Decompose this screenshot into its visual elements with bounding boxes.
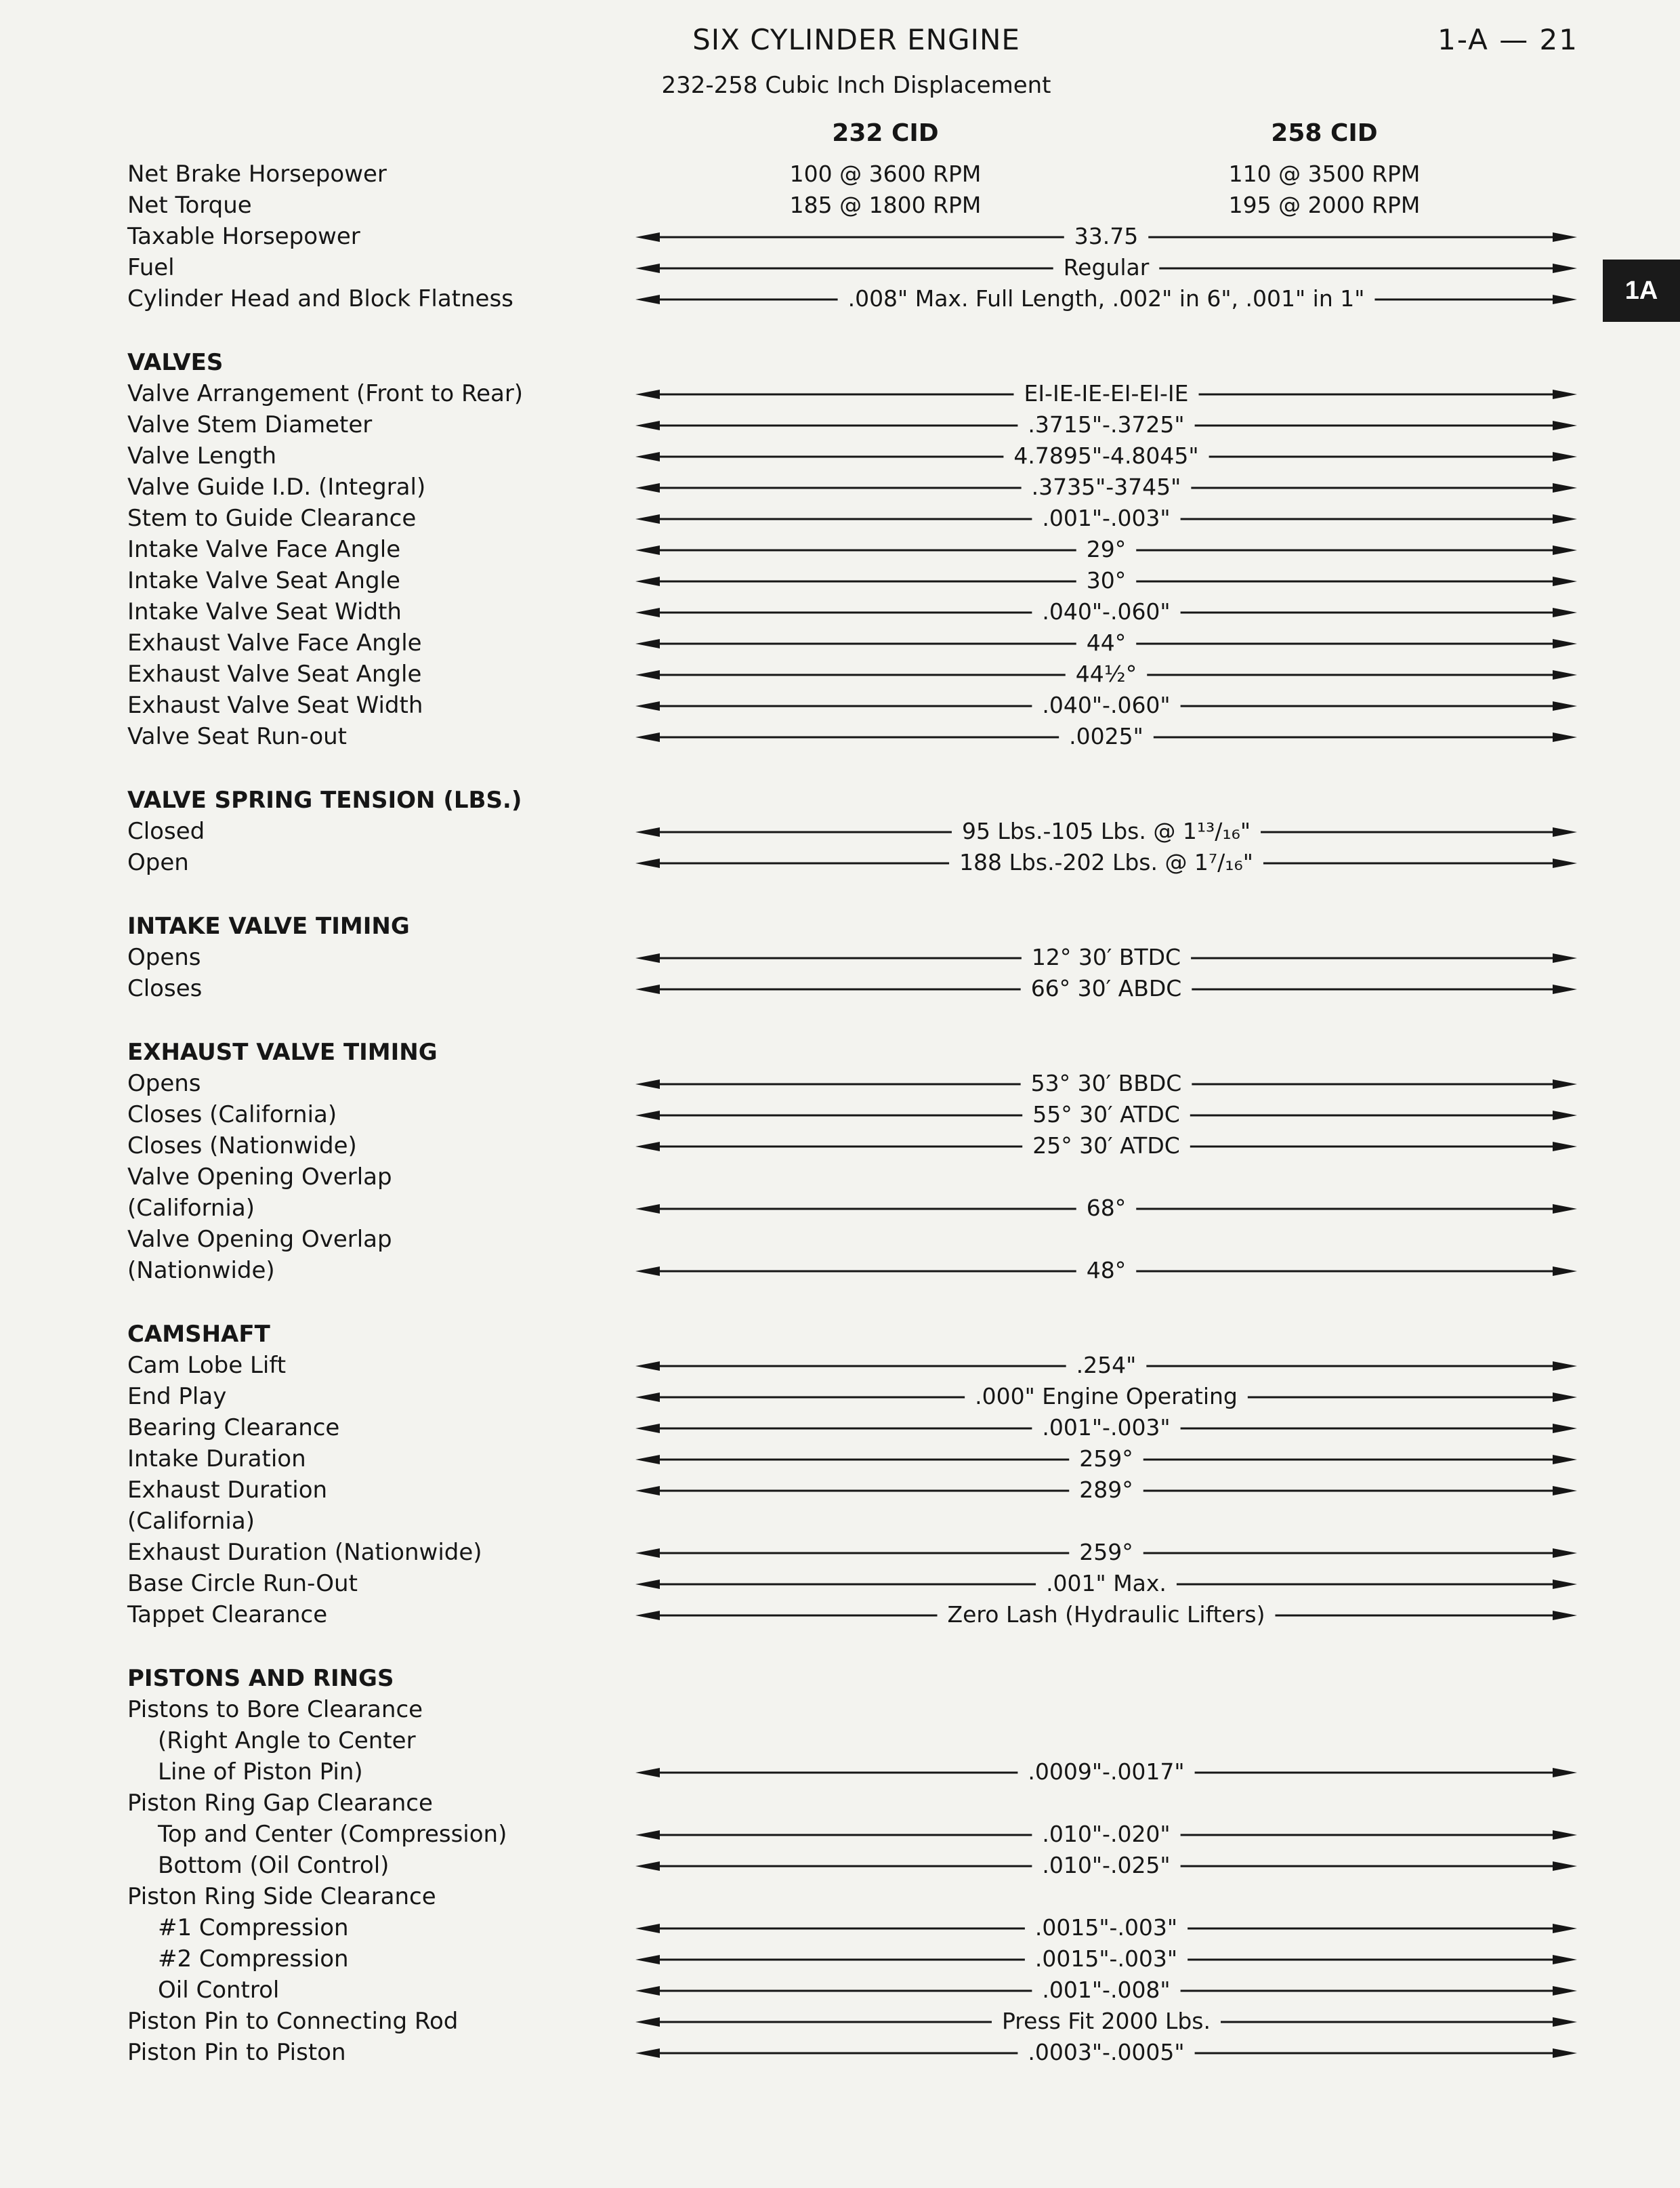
spec-row xyxy=(0,1694,1680,1725)
spec-row xyxy=(0,2037,1680,2068)
spec-label: Cam Lobe Lift xyxy=(127,1352,287,1379)
section-heading-row xyxy=(0,1319,1680,1350)
page-title: SIX CYLINDER ENGINE xyxy=(692,23,1020,56)
spec-label: Open xyxy=(127,849,189,876)
spec-label: End Play xyxy=(127,1383,227,1410)
spec-label: Valve Opening Overlap xyxy=(127,1163,392,1191)
spec-row xyxy=(0,1350,1680,1381)
spec-label: Valve Length xyxy=(127,442,277,470)
spec-row xyxy=(0,690,1680,721)
spec-value-both-engines xyxy=(635,565,1577,596)
value-258-cid: 195 @ 2000 RPM xyxy=(1228,192,1421,218)
section-heading: VALVE SPRING TENSION (LBS.) xyxy=(127,787,522,814)
spec-value: 55° 30′ ATDC xyxy=(1027,1101,1185,1128)
page-number: 1-A — 21 xyxy=(1437,23,1578,56)
spec-value: .3735"-3745" xyxy=(1026,474,1187,500)
page-subtitle: 232-258 Cubic Inch Displacement xyxy=(661,72,1051,99)
spec-row xyxy=(0,2006,1680,2037)
spec-label: Closes xyxy=(127,975,203,1002)
spec-value-both-engines xyxy=(635,221,1577,252)
spec-value-both-engines xyxy=(635,1381,1577,1412)
spec-value-both-engines xyxy=(635,440,1577,472)
spec-value: 53° 30′ BBDC xyxy=(1026,1070,1188,1096)
spec-row xyxy=(0,440,1680,472)
spec-value-both-engines xyxy=(635,252,1577,283)
spec-value: 68° xyxy=(1081,1195,1132,1221)
spec-value: .3715"-.3725" xyxy=(1022,411,1190,438)
spec-label: Bottom (Oil Control) xyxy=(158,1852,390,1879)
spec-value: .000" Engine Operating xyxy=(969,1383,1243,1409)
spec-label: Valve Opening Overlap xyxy=(127,1226,392,1253)
spec-row xyxy=(0,1474,1680,1506)
spec-label: Pistons to Bore Clearance xyxy=(127,1696,423,1723)
spec-label: Piston Ring Gap Clearance xyxy=(127,1790,433,1817)
spec-value: .001"-.003" xyxy=(1036,1414,1175,1441)
spec-value: 48° xyxy=(1081,1257,1132,1283)
spec-row xyxy=(0,1568,1680,1599)
spec-row xyxy=(0,1850,1680,1881)
spec-value-both-engines xyxy=(635,503,1577,534)
spec-row xyxy=(0,596,1680,627)
spec-value-both-engines xyxy=(635,627,1577,659)
spec-value: 66° 30′ ABDC xyxy=(1026,975,1188,1002)
spec-row xyxy=(0,503,1680,534)
spec-value: 44½° xyxy=(1070,661,1142,687)
spec-row xyxy=(0,847,1680,878)
spec-label: Tappet Clearance xyxy=(127,1601,328,1628)
spec-value: EI-IE-IE-EI-EI-IE xyxy=(1018,380,1194,407)
spec-value: Regular xyxy=(1058,254,1155,281)
spec-value: .010"-.020" xyxy=(1036,1821,1175,1847)
spec-label: Top and Center (Compression) xyxy=(158,1821,507,1848)
section-heading-row xyxy=(0,911,1680,942)
spec-row xyxy=(0,1381,1680,1412)
spec-row xyxy=(0,1255,1680,1286)
spec-label: Closes (Nationwide) xyxy=(127,1132,357,1159)
spec-label: (California) xyxy=(127,1508,255,1535)
spec-label: #2 Compression xyxy=(158,1945,349,1973)
spec-value-both-engines xyxy=(635,472,1577,503)
spec-value: .001" Max. xyxy=(1041,1570,1172,1596)
spec-value-both-engines xyxy=(635,1193,1577,1224)
spec-value-both-engines xyxy=(635,534,1577,565)
spec-row xyxy=(0,816,1680,847)
spec-value-both-engines xyxy=(635,1099,1577,1130)
spec-row xyxy=(0,283,1680,314)
spec-label: Valve Guide I.D. (Integral) xyxy=(127,474,426,501)
spec-label: (California) xyxy=(127,1195,255,1222)
spec-value-both-engines xyxy=(635,1255,1577,1286)
spec-value-both-engines xyxy=(635,1568,1577,1599)
spec-value: 12° 30′ BTDC xyxy=(1026,944,1186,970)
spec-label: Exhaust Valve Seat Width xyxy=(127,692,423,719)
section-heading-row xyxy=(0,1037,1680,1068)
spec-value-both-engines xyxy=(635,1068,1577,1099)
spec-value: .0009"-.0017" xyxy=(1022,1758,1190,1785)
spec-value-both-engines xyxy=(635,721,1577,752)
column-header-258: 258 CID xyxy=(1271,119,1378,147)
spec-value-both-engines xyxy=(635,1943,1577,1975)
spec-label: Oil Control xyxy=(158,1977,280,2004)
spec-label: #1 Compression xyxy=(158,1914,349,1941)
spec-label: Piston Pin to Connecting Rod xyxy=(127,2008,459,2035)
spec-label: Closed xyxy=(127,818,205,845)
column-header-232: 232 CID xyxy=(832,119,939,147)
spec-value: .010"-.025" xyxy=(1036,1852,1175,1878)
spec-row xyxy=(0,627,1680,659)
spec-row xyxy=(0,1506,1680,1537)
spec-value-both-engines xyxy=(635,1443,1577,1474)
spec-row xyxy=(0,190,1680,221)
spec-value: 29° xyxy=(1081,536,1132,562)
spec-value: .001"-.003" xyxy=(1036,505,1175,531)
spec-label: Net Torque xyxy=(127,192,252,219)
spec-value-both-engines xyxy=(635,942,1577,973)
spec-row xyxy=(0,1412,1680,1443)
spec-label: Bearing Clearance xyxy=(127,1414,340,1441)
spec-label: Closes (California) xyxy=(127,1101,337,1128)
spec-value: .254" xyxy=(1071,1352,1142,1378)
spec-row xyxy=(0,942,1680,973)
spec-value-both-engines xyxy=(635,1599,1577,1630)
spec-label: Opens xyxy=(127,1070,201,1097)
spec-label: Valve Stem Diameter xyxy=(127,411,373,438)
spec-label: Opens xyxy=(127,944,201,971)
spec-row xyxy=(0,159,1680,190)
spec-row xyxy=(0,1224,1680,1255)
spec-row xyxy=(0,1599,1680,1630)
spec-value-both-engines xyxy=(635,409,1577,440)
spec-value: .0003"-.0005" xyxy=(1022,2039,1190,2065)
value-258-cid: 110 @ 3500 RPM xyxy=(1228,161,1421,187)
spec-label: Intake Valve Seat Angle xyxy=(127,567,400,594)
spec-value: 259° xyxy=(1074,1539,1139,1565)
spec-value: .040"-.060" xyxy=(1036,692,1175,718)
spec-label: Piston Ring Side Clearance xyxy=(127,1883,436,1910)
section-heading: EXHAUST VALVE TIMING xyxy=(127,1039,438,1066)
spec-value: 259° xyxy=(1074,1445,1139,1472)
spec-row xyxy=(0,378,1680,409)
spec-row xyxy=(0,1756,1680,1788)
spec-label: Valve Seat Run-out xyxy=(127,723,347,750)
spec-value-both-engines xyxy=(635,973,1577,1004)
spec-value-both-engines xyxy=(635,283,1577,314)
spec-value-both-engines xyxy=(635,2037,1577,2068)
spec-row xyxy=(0,1943,1680,1975)
spec-value-both-engines xyxy=(635,1412,1577,1443)
spec-row xyxy=(0,1161,1680,1193)
spec-value: 33.75 xyxy=(1069,223,1143,249)
spec-row xyxy=(0,1725,1680,1756)
spec-value-both-engines xyxy=(635,1474,1577,1506)
spec-value: .0025" xyxy=(1064,723,1149,749)
spec-row xyxy=(0,1443,1680,1474)
spec-row xyxy=(0,472,1680,503)
spec-value: Zero Lash (Hydraulic Lifters) xyxy=(942,1601,1271,1628)
spec-row xyxy=(0,1099,1680,1130)
spec-value-both-engines xyxy=(635,1912,1577,1943)
spec-label: Net Brake Horsepower xyxy=(127,161,387,188)
spec-row xyxy=(0,1975,1680,2006)
spec-label: Base Circle Run-Out xyxy=(127,1570,358,1597)
value-232-cid: 185 @ 1800 RPM xyxy=(789,192,982,218)
spec-row xyxy=(0,1068,1680,1099)
section-tab: 1A xyxy=(1603,260,1680,322)
section-heading-row xyxy=(0,347,1680,378)
spec-row xyxy=(0,1912,1680,1943)
spec-value-both-engines xyxy=(635,1756,1577,1788)
spec-value-both-engines xyxy=(635,816,1577,847)
spec-label: Exhaust Valve Face Angle xyxy=(127,629,422,657)
spec-value-both-engines xyxy=(635,1130,1577,1161)
spec-value-both-engines xyxy=(635,847,1577,878)
spec-value: 30° xyxy=(1081,567,1132,594)
spec-row xyxy=(0,973,1680,1004)
spec-value: 25° 30′ ATDC xyxy=(1027,1132,1185,1159)
spec-label: Exhaust Valve Seat Angle xyxy=(127,661,422,688)
spec-label: Fuel xyxy=(127,254,175,281)
section-heading: CAMSHAFT xyxy=(127,1321,270,1348)
section-heading: VALVES xyxy=(127,349,224,376)
spec-value: .001"-.008" xyxy=(1036,1977,1175,2003)
section-heading-row xyxy=(0,1663,1680,1694)
spec-label: Piston Pin to Piston xyxy=(127,2039,346,2066)
spec-value: 4.7895"-4.8045" xyxy=(1008,442,1204,469)
spec-value-both-engines xyxy=(635,1819,1577,1850)
spec-row xyxy=(0,252,1680,283)
value-232-cid: 100 @ 3600 RPM xyxy=(789,161,982,187)
spec-value: Press Fit 2000 Lbs. xyxy=(996,2008,1216,2034)
spec-value: 95 Lbs.-105 Lbs. @ 1¹³/₁₆" xyxy=(957,818,1256,844)
spec-row xyxy=(0,534,1680,565)
spec-label: (Right Angle to Center xyxy=(158,1727,416,1754)
spec-row xyxy=(0,1537,1680,1568)
spec-label: Valve Arrangement (Front to Rear) xyxy=(127,380,524,407)
spec-value: .0015"-.003" xyxy=(1030,1945,1183,1972)
spec-row xyxy=(0,565,1680,596)
spec-value-both-engines xyxy=(635,1537,1577,1568)
spec-row xyxy=(0,1788,1680,1819)
spec-value: 289° xyxy=(1074,1477,1139,1503)
spec-label: Exhaust Duration (Nationwide) xyxy=(127,1539,482,1566)
spec-value: 44° xyxy=(1081,629,1132,656)
spec-label: Intake Valve Face Angle xyxy=(127,536,401,563)
spec-row xyxy=(0,221,1680,252)
spec-value: .0015"-.003" xyxy=(1030,1914,1183,1941)
section-heading: INTAKE VALVE TIMING xyxy=(127,913,410,940)
section-heading: PISTONS AND RINGS xyxy=(127,1665,394,1692)
spec-row xyxy=(0,1130,1680,1161)
spec-label: Stem to Guide Clearance xyxy=(127,505,417,532)
spec-value-both-engines xyxy=(635,2006,1577,2037)
spec-value-both-engines xyxy=(635,1350,1577,1381)
spec-row xyxy=(0,409,1680,440)
spec-value-both-engines xyxy=(635,378,1577,409)
spec-value: .040"-.060" xyxy=(1036,598,1175,625)
spec-row xyxy=(0,721,1680,752)
spec-row xyxy=(0,659,1680,690)
spec-row xyxy=(0,1881,1680,1912)
spec-row xyxy=(0,1193,1680,1224)
spec-value-both-engines xyxy=(635,1850,1577,1881)
spec-label: Intake Duration xyxy=(127,1445,306,1472)
spec-row xyxy=(0,1819,1680,1850)
spec-label: Cylinder Head and Block Flatness xyxy=(127,285,513,312)
spec-label: Exhaust Duration xyxy=(127,1477,328,1504)
spec-label: (Nationwide) xyxy=(127,1257,275,1284)
spec-value-both-engines xyxy=(635,659,1577,690)
spec-value: .008" Max. Full Length, .002" in 6", .001" in 1" xyxy=(843,285,1370,312)
spec-label: Taxable Horsepower xyxy=(127,223,360,250)
spec-value-both-engines xyxy=(635,596,1577,627)
spec-label: Line of Piston Pin) xyxy=(158,1758,363,1786)
spec-value-both-engines xyxy=(635,690,1577,721)
spec-label: Intake Valve Seat Width xyxy=(127,598,402,625)
section-heading-row xyxy=(0,785,1680,816)
spec-value: 188 Lbs.-202 Lbs. @ 1⁷/₁₆" xyxy=(954,849,1259,875)
spec-value-both-engines xyxy=(635,1975,1577,2006)
